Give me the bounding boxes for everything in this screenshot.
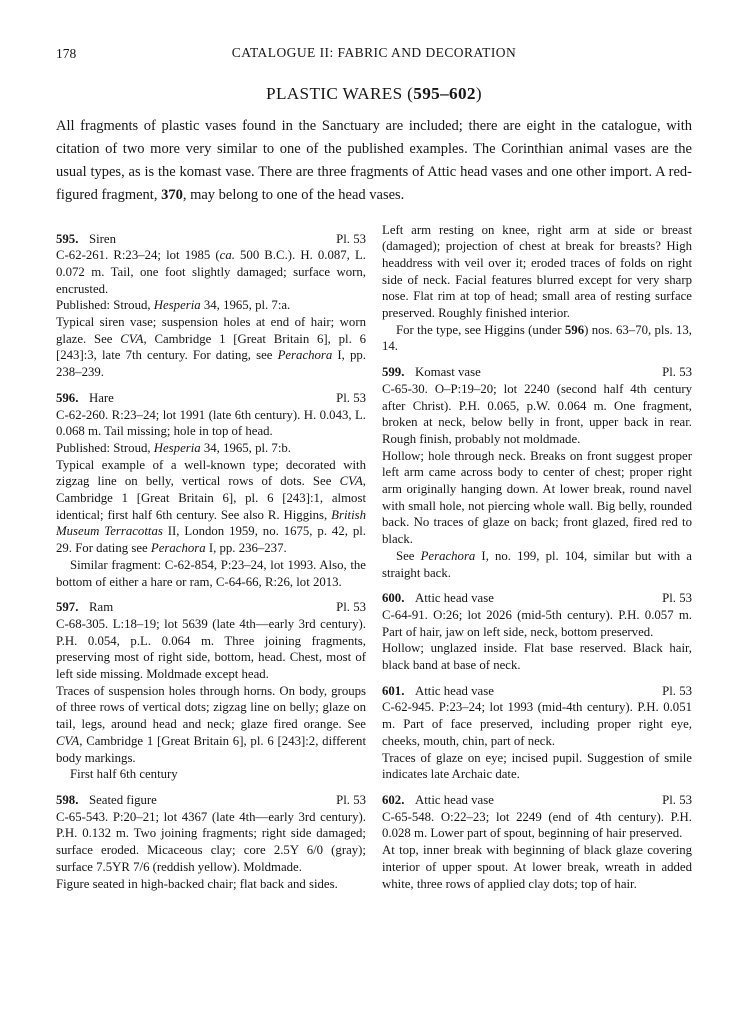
text-run: Typical example of a well-known type; decorated with zigzag line on belly, vertical rows of dots. See <box>56 457 366 489</box>
text-run: I, pp. 236–237. <box>205 541 287 556</box>
entry-number: 600. <box>382 591 405 606</box>
entry-paragraph <box>382 750 692 783</box>
entry-title: Ram <box>89 600 114 615</box>
intro-paragraph <box>56 115 692 207</box>
plate-reference: Pl. 53 <box>662 683 692 698</box>
text-run: PLASTIC WARES ( <box>266 84 414 103</box>
entry-title: Komast vase <box>415 365 481 380</box>
entry-number: 599. <box>382 365 405 380</box>
page-number: 178 <box>56 46 77 61</box>
text-run: Traces of suspension holes through horns. On body, groups of three rows of vertical dots; zigzag line on belly; glaze on tail, legs, around head and neck; glaze fired orange. See <box>56 683 366 732</box>
text-run: ) <box>475 84 482 103</box>
entry-title: Seated figure <box>89 793 157 807</box>
entry-paragraph <box>56 557 366 590</box>
text-run: At top, inner break with beginning of black glaze covering interior of upper spout. At lower break, wreath in added white, three rows of applied clay dots; top of hair. <box>382 843 692 891</box>
text-run: C-62-261. R:23–24; lot 1985 ( <box>56 248 220 263</box>
entry-description <box>56 407 366 440</box>
italic-run: Perachora <box>420 548 476 563</box>
plate-reference: Pl. 53 <box>336 600 366 615</box>
text-run: , Cambridge 1 [Great Britain 6], pl. 6 [243]:1, almost identical; first half 6th century. See also R. Higgins, <box>56 474 366 522</box>
italic-run: ca. <box>219 248 235 263</box>
two-column-area <box>56 222 692 893</box>
entry-number: 602. <box>382 793 405 807</box>
entry-description <box>382 381 692 448</box>
entry-description <box>382 699 692 749</box>
italic-run: British Museum Terracottas <box>56 507 366 539</box>
text-run: C-65-30. O–P:19–20; lot 2240 (second half 4th century after Christ). P.H. 0.065, p.W. 0.064 m. One fragment, broken at neck, below belly in front, upper back in rear. Rough finish, probably not moldmade. <box>382 381 692 446</box>
entry-paragraph <box>382 548 692 581</box>
entry-title: Attic head vase <box>415 683 494 698</box>
running-head: CATALOGUE II: FABRIC AND DECORATION <box>231 45 517 60</box>
text-run: C-68-305. L:18–19; lot 5639 (late 4th—early 3rd century). P.H. 0.054, p.L. 0.064 m. Three joining fragments, preserving most of right side, bottom, head. Chest, most of left side missing. Moldmade except head. <box>56 616 366 682</box>
entry-paragraph <box>382 448 692 548</box>
text-run: For the type, see Higgins (under <box>396 322 565 337</box>
text-run: Typical siren vase; suspension holes at end of hair; worn glaze. See <box>56 315 366 346</box>
page-header <box>56 45 692 63</box>
italic-run: Perachora <box>150 541 206 556</box>
text-run: Figure seated in high-backed chair; flat back and sides. <box>56 876 338 891</box>
plate-reference: Pl. 53 <box>336 793 366 807</box>
entry-heading-595 <box>56 231 366 248</box>
bold-run: 596 <box>564 322 585 337</box>
text-run: C-65-543. P:20–21; lot 4367 (late 4th—early 3rd century). P.H. 0.132 m. Two joining fragments; right side damaged; surface eroded. Micaceous clay; core 2.5Y 6/0 (gray); surface 7.5YR 7/6 (reddish yellow). Moldmade. <box>56 809 366 874</box>
text-run: I, pp. 238–239. <box>56 348 366 380</box>
entry-title: Hare <box>89 390 114 405</box>
column-right <box>382 222 692 893</box>
column-left <box>56 222 366 893</box>
text-run: , Cambridge 1 [Great Britain 6], pl. 6 [243]:3, late 7th century. For dating, see <box>56 331 366 363</box>
text-run: See <box>396 548 421 563</box>
entry-heading-596 <box>56 390 366 407</box>
italic-run: CVA <box>120 331 144 346</box>
entry-paragraph <box>382 322 692 355</box>
entry-paragraph <box>382 842 692 892</box>
entry-paragraph <box>56 314 366 381</box>
text-run: Published: Stroud, <box>56 298 154 313</box>
entry-description <box>382 607 692 640</box>
text-run: Hollow; unglazed inside. Flat base reserved. Black hair, black band at base of neck. <box>382 641 692 673</box>
text-run: 34, 1965, pl. 7:b. <box>200 440 291 455</box>
text-run: Similar fragment: C-62-854, P:23–24, lot 1993. Also, the bottom of either a hare or ram, C-64-66, R:26, lot 2013. <box>56 557 366 589</box>
bold-run: 595–602 <box>413 84 476 103</box>
text-run: All fragments of plastic vases found in the Sanctuary are included; there are eight in the catalogue, with citation of two more very similar to one of the published examples. The Corinthian animal vases are the usual types, as is the komast vase. There are three fragments of Attic head vases and one other import. A red-figured fragment, <box>56 118 692 203</box>
text-run: , Cambridge 1 [Great Britain 6], pl. 6 [243]:2, different body markings. <box>56 733 366 765</box>
text-run: Hollow; hole through neck. Breaks on front suggest proper left arm came across body to center of chest; proper right arm originally hanging down. At lower break, round navel with small hole, not piercing whole wall. Big belly, rounded back. No traces of glaze on back; front glazed, fired red to black. <box>382 448 692 547</box>
plate-reference: Pl. 53 <box>336 390 366 405</box>
entry-heading-597 <box>56 599 366 616</box>
entry-number: 597. <box>56 600 79 615</box>
entry-heading-600 <box>382 590 692 607</box>
italic-run: Perachora <box>277 348 333 363</box>
entry-number: 595. <box>56 231 79 246</box>
text-run: C-64-91. O:26; lot 2026 (mid-5th century). P.H. 0.057 m. Part of hair, jaw on left side, neck, bottom preserved. <box>382 607 692 639</box>
entry-description <box>382 809 692 842</box>
text-run: C-65-548. O:22–23; lot 2249 (end of 4th century). P.H. 0.028 m. Lower part of spout, beginning of hair preserved. <box>382 809 692 841</box>
text-run: 500 B.C.). H. 0.087, L. 0.072 m. Tail, one foot slightly damaged; surface worn, encrusted. <box>56 248 366 296</box>
text-run: Published: Stroud, <box>56 440 154 455</box>
publication-line <box>56 297 366 314</box>
italic-run: CVA <box>339 474 363 489</box>
plate-reference: Pl. 53 <box>662 365 692 380</box>
bold-run: 370 <box>161 187 183 203</box>
plate-reference: Pl. 53 <box>662 591 692 606</box>
entry-paragraph <box>382 640 692 673</box>
entry-heading-602 <box>382 792 692 809</box>
text-run: First half 6th century <box>70 767 178 782</box>
italic-run: CVA <box>56 733 80 748</box>
entry-title: Attic head vase <box>415 793 494 807</box>
entry-title: Attic head vase <box>415 591 494 606</box>
text-run: ) nos. 63–70, pls. 13, 14. <box>382 322 692 354</box>
entry-heading-601 <box>382 683 692 700</box>
entry-description <box>56 616 366 683</box>
text-run: C-62-260. R:23–24; lot 1991 (late 6th century). H. 0.043, L. 0.068 m. Tail missing; hole in top of head. <box>56 407 366 439</box>
publication-line <box>56 440 366 457</box>
text-run: II, London 1959, no. 1675, p. 42, pl. 29. For dating see <box>56 524 366 556</box>
text-run: I, no. 199, pl. 104, similar but with a straight back. <box>382 548 692 580</box>
italic-run: Hesperia <box>153 298 201 313</box>
entry-paragraph <box>56 876 366 893</box>
entry-paragraph <box>56 683 366 767</box>
entry-number: 598. <box>56 793 79 807</box>
plate-reference: Pl. 53 <box>662 793 692 807</box>
entry-title: Siren <box>89 231 117 246</box>
entry-heading-598 <box>56 792 366 809</box>
entry-number: 601. <box>382 683 405 698</box>
entry-paragraph <box>382 222 692 322</box>
entry-description <box>56 247 366 297</box>
entry-description <box>56 809 366 876</box>
entry-number: 596. <box>56 390 79 405</box>
text-run: Left arm resting on knee, right arm at side or breast (damaged); projection of chest at break for breasts? High headdress with veil over it; eroded traces of folds on right side of neck. Facial features blurred except for very sharp nose. Flat rim at top of head; small area of resting surface preserved. Roughly finished interior. <box>382 222 692 321</box>
entry-heading-599 <box>382 364 692 381</box>
text-run: Traces of glaze on eye; incised pupil. Suggestion of smile indicates late Archaic date. <box>382 750 692 782</box>
plate-reference: Pl. 53 <box>336 231 366 246</box>
italic-run: Hesperia <box>153 440 201 455</box>
text-run: 34, 1965, pl. 7:a. <box>200 298 291 313</box>
text-run: , may belong to one of the head vases. <box>182 187 405 203</box>
entry-paragraph <box>56 457 366 557</box>
text-run: C-62-945. P:23–24; lot 1993 (mid-4th century). P.H. 0.051 m. Part of face preserved, including proper right eye, cheeks, mouth, chin, part of neck. <box>382 700 692 748</box>
entry-paragraph <box>56 766 366 783</box>
section-title <box>56 84 692 104</box>
